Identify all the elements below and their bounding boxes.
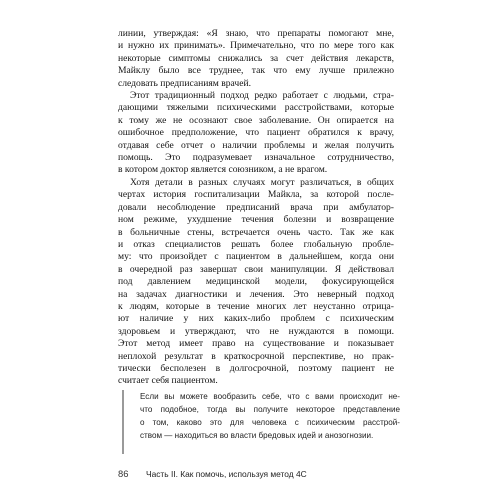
text-line: неплохой результат в краткосрочной перспективе, но прак-	[118, 350, 394, 362]
sidebar-rule	[122, 390, 124, 454]
text-line: Этот метод имеет право на существование и показывает	[118, 338, 394, 350]
paragraph-3	[118, 177, 394, 388]
text-line: в котором доктор является союзником, а не врагом.	[118, 164, 328, 176]
sidebar-line: что подобное, тогда вы получите некоторое представление	[140, 405, 400, 414]
text-line: к тому же не осознают свое заболевание. Он опирается на	[118, 114, 394, 126]
text-line: Этот традиционный подход редко работает с людьми, стра-	[130, 90, 394, 102]
text-line: здоровьем и утверждают, что не нуждаются в помощи.	[118, 325, 394, 337]
sidebar-line: Если вы можете вообразить себе, что с вами происходит не-	[140, 392, 400, 401]
text-line: и отказ специалистов решать более глобальную пробле-	[118, 238, 394, 250]
page-number: 86	[118, 468, 129, 479]
page-footer	[118, 468, 394, 482]
text-line: под давлением медицинской модели, фокусирующейся	[118, 276, 394, 288]
text-line: ошибочное предположение, что пациент обратился к врачу,	[118, 127, 394, 139]
text-line: считает себя пациентом.	[118, 375, 218, 387]
main-text	[118, 28, 394, 388]
text-line: отдавая себе отчет о наличии проблемы и желая получить	[118, 139, 394, 151]
text-line: в больничные стены, встречается очень часто. Так же как	[118, 226, 394, 238]
sidebar-line: о том, каково это для человека с психическим расстрой-	[140, 418, 400, 427]
text-line: в очередной раз завершат свои манипуляции. Я действовал	[118, 263, 394, 275]
text-line: ном режиме, ухудшение течения болезни и возвращение	[118, 214, 394, 226]
paragraph-1	[118, 28, 394, 90]
text-line: помощь. Это подразумевает изначальное сотрудничество,	[118, 152, 394, 164]
text-line: му: что произойдет с пациентом в дальнейшем, когда они	[118, 251, 394, 263]
paragraph-2	[118, 90, 394, 177]
text-line: к людям, которые в течение многих лет неустанно отрица-	[118, 300, 394, 312]
text-line: чертах история госпитализации Майкла, за которой после-	[118, 189, 394, 201]
text-line: следовать предписаниям врачей.	[118, 77, 252, 89]
text-line: на задачах диагностики и лечения. Это неверный подход	[118, 288, 394, 300]
text-line: линии, утверждая: «Я знаю, что препараты помогают мне,	[118, 28, 394, 39]
text-line: дающими тяжелыми психическими расстройствами, которые	[118, 102, 394, 114]
text-line: довали несоблюдение предписаний врача при амбулатор-	[118, 201, 394, 213]
text-line: некоторые симптомы снижались за счет действия лекарств,	[118, 52, 394, 64]
sidebar-note	[132, 390, 400, 442]
text-line: Хотя детали в разных случаях могут различаться, в общих	[130, 176, 394, 188]
sidebar-line: ством — находиться во власти бредовых идей и анозогнозии.	[140, 431, 374, 440]
text-line: ют наличие у них каких-либо проблем с психическим	[118, 313, 394, 325]
text-line: Майклу было все труднее, так что ему лучше прилежно	[118, 65, 394, 77]
text-line: тически бесполезен в долгосрочной, поэтому пациент не	[118, 362, 394, 374]
text-line: и нужно их принимать». Примечательно, что по мере того как	[118, 40, 394, 52]
running-head: Часть II. Как помочь, используя метод 4С	[146, 468, 307, 479]
